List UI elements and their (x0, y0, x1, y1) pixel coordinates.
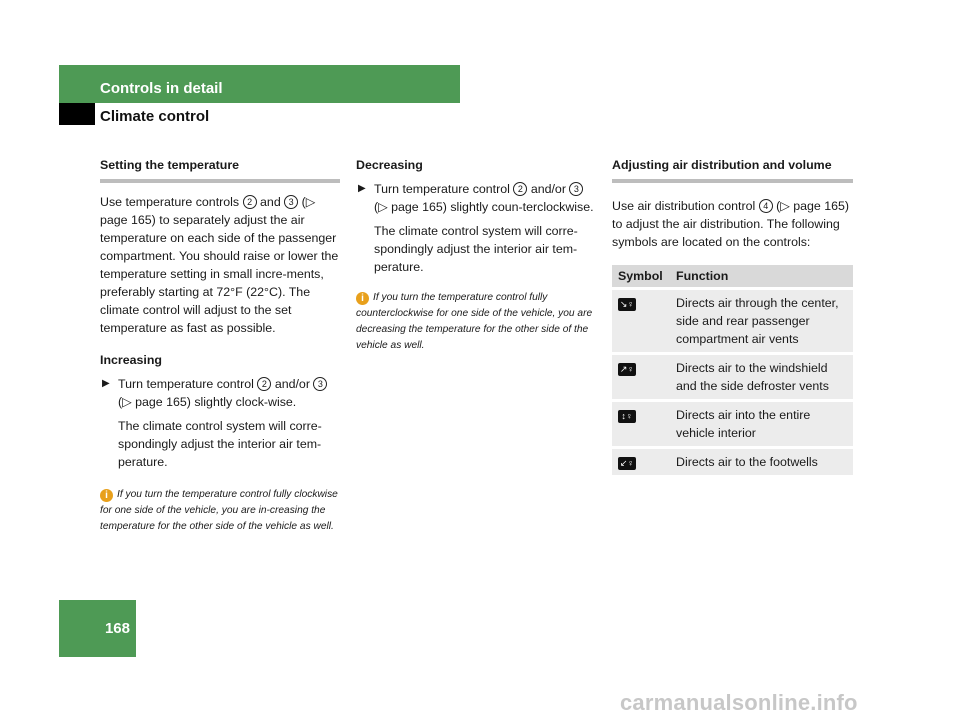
and-or-text: and/or (274, 377, 310, 391)
bullet-icon: ▶ (358, 183, 366, 194)
air-dist-text: Use air distribution control (612, 199, 756, 213)
column-3 (612, 156, 853, 475)
column-header-function: Function (670, 265, 853, 289)
table-row (612, 401, 853, 448)
bullet-text: Turn temperature control (118, 377, 254, 391)
column-header-symbol: Symbol (612, 265, 670, 289)
info-icon: i (356, 292, 369, 305)
function-cell: Directs air through the center, side and rear passenger compartment air vents (670, 289, 853, 354)
air-dist-paragraph (612, 197, 853, 251)
control-marker-4: 4 (759, 199, 773, 213)
bullet-decreasing (356, 180, 596, 216)
note-text: If you turn the temperature control fully counterclockwise for one side of the vehicle, you are decreasing the temperature for the other side of the vehicle as well. (356, 292, 593, 351)
bullet-text-cont: (▷ page 165) slightly clock-wise. (118, 395, 297, 409)
section-title: Controls in detail (100, 80, 223, 97)
info-note-1 (100, 487, 340, 535)
table-row (612, 289, 853, 354)
footwell-icon: ↙♀ (619, 458, 635, 468)
and-or-text: and/or (530, 182, 566, 196)
symbol-cell (612, 448, 670, 476)
page-number: 168 (104, 620, 130, 637)
entire-interior-icon: ↕♀ (618, 410, 636, 423)
subheading-increasing: Increasing (100, 353, 162, 367)
header-marker (59, 103, 95, 125)
control-marker-2: 2 (243, 195, 257, 209)
intro-text-cont: (▷ page 165) to separately adjust the air temperature on each side of the passenger compartment. You should raise or lower the temperature setting in small incre-ments, preferably starting at 72°F (22°C). The climate control will adjust to the set temperature as fast as possible. (100, 195, 339, 335)
subheading-decreasing: Decreasing (356, 158, 423, 172)
control-marker-3: 3 (284, 195, 298, 209)
function-cell: Directs air into the entire vehicle interior (670, 401, 853, 448)
heading-rule (612, 179, 853, 183)
info-note-2 (356, 290, 596, 354)
control-marker-2: 2 (513, 182, 527, 196)
info-icon: i (100, 489, 113, 502)
note-text: If you turn the temperature control fully clockwise for one side of the vehicle, you are in-creasing the temperature for the other side of the vehicle as well. (100, 489, 338, 532)
bullet-icon: ▶ (102, 378, 110, 389)
control-marker-2: 2 (257, 377, 271, 391)
and-text: and (260, 195, 281, 209)
symbol-cell (612, 401, 670, 448)
center-side-vents-icon: ↘♀ (619, 299, 635, 309)
control-marker-3: 3 (569, 182, 583, 196)
watermark: carmanualsonline.info (620, 690, 858, 715)
symbol-cell (612, 289, 670, 354)
air-dist-text-cont: (▷ page 165) to adjust the air distribution. The following symbols are located on the controls: (612, 199, 850, 249)
bullet-text: Turn temperature control (374, 182, 510, 196)
bullet-increasing (100, 375, 340, 411)
heading-air-distribution: Adjusting air distribution and volume (612, 158, 832, 172)
control-marker-3: 3 (313, 377, 327, 391)
result-text: The climate control system will corre-spondingly adjust the interior air tem-perature. (118, 419, 322, 469)
column-1 (100, 156, 340, 535)
column-2 (356, 156, 596, 354)
heading-setting-temperature: Setting the temperature (100, 158, 240, 172)
result-text: The climate control system will corre-spondingly adjust the interior air tem-perature. (374, 224, 578, 274)
intro-text: Use temperature controls (100, 195, 240, 209)
symbol-table (612, 265, 853, 475)
function-cell: Directs air to the footwells (670, 448, 853, 476)
section-subtitle: Climate control (100, 108, 210, 125)
symbol-cell (612, 354, 670, 401)
intro-paragraph (100, 193, 340, 337)
table-row (612, 448, 853, 476)
table-header-row (612, 265, 853, 289)
function-cell: Directs air to the windshield and the side defroster vents (670, 354, 853, 401)
windshield-vents-icon: ↗♀ (619, 364, 635, 374)
table-row (612, 354, 853, 401)
bullet-text-cont: (▷ page 165) slightly coun-terclockwise. (374, 200, 594, 214)
heading-rule (100, 179, 340, 183)
